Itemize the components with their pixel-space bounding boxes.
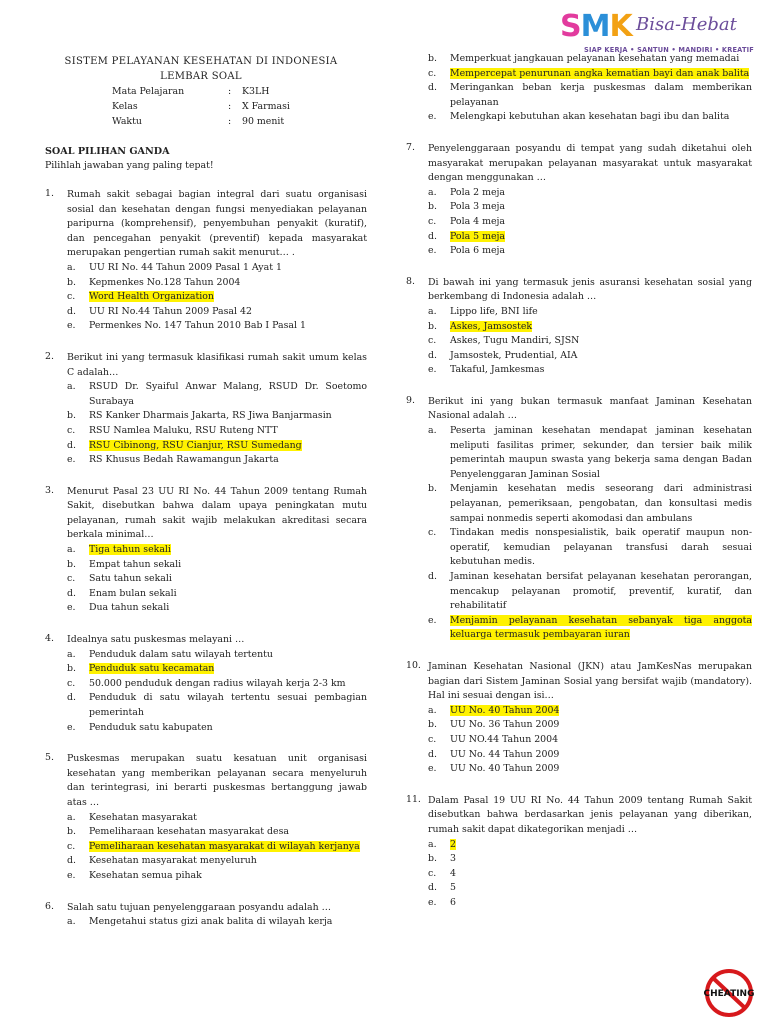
question-text: Berikut ini yang bukan termasuk manfaat Jaminan Kesehatan Nasional adalah …: [428, 395, 752, 422]
answer-option: [45, 558, 367, 573]
highlighted-answer: Pola 5 meja: [450, 230, 506, 242]
answer-option: [45, 290, 367, 305]
option-text: [450, 838, 752, 853]
option-text: [450, 200, 752, 215]
right-column: [406, 52, 752, 927]
option-label: UU RI No. 44 Tahun 2009 Pasal 1 Ayat 1: [89, 261, 282, 273]
question-number: 1.: [45, 188, 54, 199]
option-label: Takaful, Jamkesmas: [450, 364, 545, 376]
highlighted-answer: UU No. 40 Tahun 2004: [450, 704, 560, 716]
question-text: Rumah sakit sebagai bagian integral dari suatu organisasi sosial dan kesehatan dengan fungsi menyediakan pelayanan paripurna (komprehensif), penyembuhan penyakit (kuratif), dan pencegahan penyakit (preventif) kepada masyarakat merupakan pengertian rumah sakit menurut… .: [67, 189, 367, 259]
option-label: Meringankan beban kerja puskesmas dalam memberikan pelayanan: [450, 82, 752, 108]
question-number: 10.: [406, 659, 421, 671]
option-label: Empat tahun sekali: [89, 558, 182, 570]
question-item: [406, 794, 752, 911]
option-text: [89, 721, 367, 736]
answer-option: [406, 334, 752, 349]
badge-text: CHEATING: [703, 989, 755, 999]
option-text: [450, 363, 752, 378]
option-label: Kesehatan masyarakat menyeluruh: [89, 855, 257, 867]
option-letter: a.: [67, 916, 76, 928]
answer-option: [45, 601, 367, 616]
option-letter: d.: [428, 748, 437, 760]
option-letter: e.: [67, 320, 76, 332]
option-letter: e.: [67, 721, 76, 733]
option-label: Kesehatan semua pihak: [89, 869, 202, 881]
answer-option: [45, 380, 367, 409]
question-number: 2.: [45, 350, 54, 362]
answer-option: [45, 854, 367, 869]
option-label: RSU Namlea Maluku, RSU Ruteng NTT: [89, 424, 278, 436]
question-number: 4.: [45, 633, 54, 645]
option-label: Permenkes No. 147 Tahun 2010 Bab I Pasal 1: [89, 320, 306, 332]
option-text: [89, 648, 367, 663]
option-text: [89, 691, 367, 720]
option-text: [450, 424, 752, 482]
option-text: [89, 319, 367, 334]
answer-option: [45, 811, 367, 826]
option-letter: d.: [428, 349, 437, 361]
answer-option: [45, 662, 367, 677]
answer-option: [406, 305, 752, 320]
option-letter: b.: [67, 663, 76, 675]
option-text: [89, 677, 367, 692]
option-label: Pemeliharaan kesehatan masyarakat desa: [89, 826, 289, 838]
option-text: [89, 811, 367, 826]
option-letter: b.: [428, 853, 437, 865]
option-text: [450, 482, 752, 526]
answer-option: [45, 572, 367, 587]
option-text: [450, 349, 752, 364]
question-text: Berikut ini yang termasuk klasifikasi rumah sakit umum kelas C adalah…: [67, 351, 367, 378]
option-text: [450, 526, 752, 570]
option-label: RSUD Dr. Syaiful Anwar Malang, RSUD Dr. Soetomo Surabaya: [89, 381, 367, 407]
answer-option: [406, 762, 752, 777]
option-label: Penduduk di satu wilayah tertentu sesuai pembagian pemerintah: [89, 692, 367, 718]
option-text: [89, 424, 367, 439]
option-letter: e.: [428, 245, 437, 257]
answer-option: [45, 677, 367, 692]
question-number: 6.: [45, 900, 54, 912]
option-letter: a.: [67, 381, 76, 393]
option-label: RS Khusus Bedah Rawamangun Jakarta: [89, 454, 279, 466]
option-text: [450, 305, 752, 320]
option-letter: d.: [428, 230, 437, 242]
option-text: [89, 439, 367, 454]
meta-row-time: Waktu : 90 menit: [112, 116, 285, 127]
option-text: [89, 825, 367, 840]
option-text: [450, 215, 752, 230]
answer-option: [406, 244, 752, 259]
option-text: [89, 558, 367, 573]
option-text: [89, 587, 367, 602]
question-6-continuation: [406, 52, 752, 125]
smk-logo-text: SMK: [560, 9, 632, 44]
highlighted-answer: Word Health Organization: [89, 291, 214, 303]
logo-tagline: SIAP KERJA • SANTUN • MANDIRI • KREATIF: [584, 46, 755, 54]
option-letter: c.: [428, 733, 437, 745]
option-label: 4: [450, 867, 456, 879]
option-text: [89, 601, 367, 616]
left-column: [45, 188, 367, 947]
option-letter: d.: [428, 82, 437, 94]
answer-option: [45, 840, 367, 855]
highlighted-answer: Pemeliharaan kesehatan masyarakat di wilayah kerjanya: [89, 840, 360, 852]
option-letter: c.: [428, 67, 437, 79]
answer-option: [406, 110, 752, 125]
question-number: 3.: [45, 484, 54, 496]
option-text: [450, 110, 752, 125]
option-text: [450, 334, 752, 349]
option-text: [450, 570, 752, 614]
option-label: Tindakan medis nonspesialistik, baik operatif maupun non-operatif, kemudian pelayanan transfusi darah sesuai kebutuhan medis.: [450, 527, 752, 568]
question-text: Menurut Pasal 23 UU RI No. 44 Tahun 2009 tentang Rumah Sakit, disebutkan bahwa dalam upaya peningkatan mutu pelayanan, rumah sakit wajib melakukan akreditasi secara berkala minimal…: [67, 485, 367, 541]
option-letter: d.: [67, 305, 76, 317]
answer-option: [406, 852, 752, 867]
option-letter: e.: [428, 763, 437, 775]
option-text: [450, 852, 752, 867]
option-letter: e.: [67, 869, 76, 881]
option-letter: b.: [428, 719, 437, 731]
option-label: Pola 6 meja: [450, 245, 506, 257]
option-letter: e.: [428, 614, 437, 626]
option-label: Kesehatan masyarakat: [89, 811, 197, 823]
answer-option: [406, 363, 752, 378]
option-text: [450, 748, 752, 763]
option-text: [450, 52, 752, 67]
answer-option: [45, 409, 367, 424]
option-label: Memperkuat jangkauan pelayanan kesehatan yang memadai: [450, 53, 740, 64]
option-letter: c.: [67, 677, 76, 689]
option-label: Enam bulan sekali: [89, 587, 177, 599]
option-label: Mengetahui status gizi anak balita di wilayah kerja: [89, 916, 333, 928]
option-label: UU No. 36 Tahun 2009: [450, 719, 560, 731]
answer-option: [406, 838, 752, 853]
answer-option: [406, 482, 752, 526]
highlighted-answer: Tiga tahun sekali: [89, 544, 171, 556]
answer-option: [406, 748, 752, 763]
option-text: [89, 276, 367, 291]
option-text: [89, 543, 367, 558]
question-item: [45, 351, 367, 468]
question-item: [406, 395, 752, 643]
option-letter: e.: [67, 454, 76, 466]
answer-option: [45, 305, 367, 320]
option-text: [89, 453, 367, 468]
option-text: [450, 614, 752, 643]
answer-option: [406, 526, 752, 570]
question-text: Jaminan Kesehatan Nasional (JKN) atau JamKesNas merupakan bagian dari Sistem Jaminan Sosial yang bersifat wajib (mandatory). Hal ini sesuai dengan isi…: [428, 660, 752, 702]
option-text: [89, 840, 367, 855]
option-letter: d.: [428, 882, 437, 894]
option-label: Askes, Tugu Mandiri, SJSN: [450, 335, 580, 347]
option-letter: b.: [428, 53, 437, 64]
option-letter: d.: [428, 571, 437, 582]
option-label: Menjamin kesehatan medis seseorang dari administrasi pelayanan, pemeriksaan, pengobatan, dan konsultasi medis sampai nonmedis seperti akomodasi dan ambulans: [450, 483, 752, 524]
question-number: 9.: [406, 394, 415, 406]
question-item: [45, 188, 367, 334]
option-text: [89, 261, 367, 276]
option-letter: b.: [67, 826, 76, 838]
document-subtitle: LEMBAR SOAL: [160, 71, 242, 82]
option-letter: e.: [428, 364, 437, 376]
meta-row-class: Kelas : X Farmasi: [112, 101, 290, 112]
answer-option: [45, 261, 367, 276]
question-number: 8.: [406, 275, 415, 287]
option-label: Pola 2 meja: [450, 186, 506, 198]
option-letter: c.: [428, 527, 437, 539]
option-letter: c.: [428, 335, 437, 347]
answer-option: [406, 614, 752, 643]
option-label: Pola 4 meja: [450, 215, 506, 227]
option-letter: c.: [428, 867, 437, 879]
answer-option: [45, 915, 367, 930]
option-label: Kepmenkes No.128 Tahun 2004: [89, 276, 241, 288]
option-text: [89, 409, 367, 424]
answer-option: [45, 869, 367, 884]
option-label: Pola 3 meja: [450, 201, 506, 213]
option-label: Penduduk satu kabupaten: [89, 721, 213, 733]
highlighted-answer: Menjamin pelayanan kesehatan sebanyak tiga anggota keluarga termasuk pembayaran iuran: [450, 614, 752, 641]
option-letter: a.: [428, 704, 437, 716]
answer-option: [406, 81, 752, 110]
question-item: [45, 752, 367, 883]
answer-option: [406, 733, 752, 748]
answer-option: [406, 200, 752, 215]
answer-option: [45, 587, 367, 602]
question-item: [406, 142, 752, 259]
question-text: Idealnya satu puskesmas melayani …: [67, 634, 245, 646]
answer-option: [406, 896, 752, 911]
option-text: [89, 915, 367, 930]
answer-option: [45, 453, 367, 468]
option-letter: a.: [428, 425, 437, 437]
option-letter: e.: [428, 896, 437, 908]
option-letter: c.: [428, 215, 437, 227]
option-label: Penduduk dalam satu wilayah tertentu: [89, 648, 273, 660]
answer-option: [45, 648, 367, 663]
question-text: Penyelenggaraan posyandu di tempat yang sudah diketahui oleh masyarakat merupakan pelayanan masyarakat untuk masyarakat dengan menggunakan …: [428, 142, 752, 184]
answer-option: [406, 320, 752, 335]
question-number: 5.: [45, 752, 54, 764]
option-text: [89, 290, 367, 305]
option-letter: c.: [67, 840, 76, 852]
answer-option: [406, 867, 752, 882]
answer-option: [45, 721, 367, 736]
option-letter: b.: [67, 410, 76, 422]
question-item: [45, 901, 367, 930]
option-text: [450, 896, 752, 911]
option-letter: a.: [428, 305, 437, 317]
option-letter: a.: [428, 186, 437, 198]
question-item: [45, 485, 367, 616]
option-letter: c.: [67, 573, 76, 585]
option-label: RS Kanker Dharmais Jakarta, RS Jiwa Banjarmasin: [89, 410, 332, 422]
highlighted-answer: Askes, Jamsostek: [450, 320, 533, 332]
option-letter: a.: [67, 544, 76, 556]
option-text: [450, 81, 752, 110]
option-text: [450, 67, 752, 82]
option-label: UU NO.44 Tahun 2004: [450, 733, 559, 745]
answer-option: [406, 881, 752, 896]
option-letter: b.: [67, 276, 76, 288]
option-label: Melengkapi kebutuhan akan kesehatan bagi ibu dan balita: [450, 111, 730, 123]
answer-option: [406, 67, 752, 82]
answer-option: [406, 704, 752, 719]
option-letter: b.: [67, 558, 76, 570]
option-text: [89, 854, 367, 869]
answer-option: [406, 718, 752, 733]
option-letter: b.: [428, 201, 437, 213]
answer-option: [406, 570, 752, 614]
option-letter: d.: [67, 587, 76, 599]
option-label: 50.000 penduduk dengan radius wilayah kerja 2-3 km: [89, 677, 346, 689]
option-text: [89, 572, 367, 587]
option-label: Lippo life, BNI life: [450, 305, 538, 317]
section-instruction: Pilihlah jawaban yang paling tepat!: [45, 160, 214, 171]
answer-option: [406, 215, 752, 230]
option-letter: c.: [67, 291, 76, 303]
logo-script: Bisa-Hebat: [636, 14, 737, 35]
question-number: 7.: [406, 141, 415, 153]
option-text: [450, 718, 752, 733]
option-label: Peserta jaminan kesehatan mendapat jaminan kesehatan meliputi fasilitas primer, sekunder, dan tersier baik milik pemerintah maupun swasta yang bekerja sama dengan Badan Penyelenggaran Jaminan Sosial: [450, 425, 752, 480]
answer-option: [45, 424, 367, 439]
option-text: [450, 244, 752, 259]
question-text: Puskesmas merupakan suatu kesatuan unit organisasi kesehatan yang memberikan pelayanan secara menyeluruh dan terintegrasi, ini berarti puskesmas bertanggung jawab atas …: [67, 753, 367, 808]
answer-option: [45, 691, 367, 720]
answer-option: [45, 825, 367, 840]
question-text: Dalam Pasal 19 UU RI No. 44 Tahun 2009 tentang Rumah Sakit disebutkan bahwa berdasarkan jenis pelayanan yang diberikan, rumah sakit dapat dikategorikan menjadi …: [428, 794, 752, 835]
answer-option: [406, 52, 752, 67]
highlighted-answer: RSU Cibinong, RSU Cianjur, RSU Sumedang: [89, 439, 302, 451]
question-item: [406, 660, 752, 777]
question-text: Salah satu tujuan penyelenggaraan posyandu adalah …: [67, 901, 332, 913]
option-text: [450, 320, 752, 335]
document-title: SISTEM PELAYANAN KESEHATAN DI INDONESIA: [64, 56, 338, 67]
option-text: [89, 380, 367, 409]
option-text: [89, 662, 367, 677]
option-letter: b.: [428, 320, 437, 332]
question-number: 11.: [406, 793, 421, 805]
option-text: [450, 881, 752, 896]
answer-option: [45, 276, 367, 291]
highlighted-answer: Penduduk satu kecamatan: [89, 663, 215, 675]
option-label: UU RI No.44 Tahun 2009 Pasal 42: [89, 305, 252, 317]
option-letter: a.: [67, 261, 76, 273]
answer-option: [406, 424, 752, 482]
option-text: [89, 869, 367, 884]
option-label: 5: [450, 882, 456, 894]
highlighted-answer: 2: [450, 838, 456, 850]
option-text: [450, 867, 752, 882]
answer-option: [406, 349, 752, 364]
question-item: [406, 276, 752, 378]
option-letter: d.: [67, 855, 76, 867]
option-letter: d.: [67, 439, 76, 451]
answer-option: [45, 543, 367, 558]
answer-option: [45, 319, 367, 334]
answer-option: [406, 186, 752, 201]
option-label: UU No. 44 Tahun 2009: [450, 748, 560, 760]
option-label: Jaminan kesehatan bersifat pelayanan kesehatan perorangan, mencakup pelayanan promotif, preventif, kuratif, dan rehabilitatif: [450, 571, 752, 612]
option-text: [450, 704, 752, 719]
option-text: [450, 733, 752, 748]
question-text: Di bawah ini yang termasuk jenis asuransi kesehatan sosial yang berkembang di Indonesia adalah …: [428, 276, 752, 303]
option-text: [450, 186, 752, 201]
option-label: Dua tahun sekali: [89, 602, 170, 614]
option-text: [89, 305, 367, 320]
option-letter: a.: [428, 838, 437, 850]
option-label: 6: [450, 896, 456, 908]
option-letter: b.: [428, 483, 437, 495]
option-letter: d.: [67, 692, 76, 704]
option-label: Jamsostek, Prudential, AIA: [450, 349, 578, 361]
option-letter: e.: [428, 111, 437, 123]
option-letter: a.: [67, 811, 76, 823]
highlighted-answer: Mempercepat penurunan angka kematian bayi dan anak balita: [450, 67, 750, 79]
question-item: [45, 633, 367, 735]
option-label: 3: [450, 853, 456, 865]
option-text: [450, 762, 752, 777]
option-letter: a.: [67, 648, 76, 660]
option-text: [450, 230, 752, 245]
option-label: UU No. 40 Tahun 2009: [450, 763, 560, 775]
meta-row-subject: Mata Pelajaran : K3LH: [112, 86, 270, 97]
option-letter: e.: [67, 602, 76, 614]
option-label: Satu tahun sekali: [89, 573, 172, 585]
no-cheating-icon: [700, 968, 758, 1018]
answer-option: [406, 230, 752, 245]
section-title: SOAL PILIHAN GANDA: [45, 146, 170, 157]
option-letter: c.: [67, 424, 76, 436]
answer-option: [45, 439, 367, 454]
